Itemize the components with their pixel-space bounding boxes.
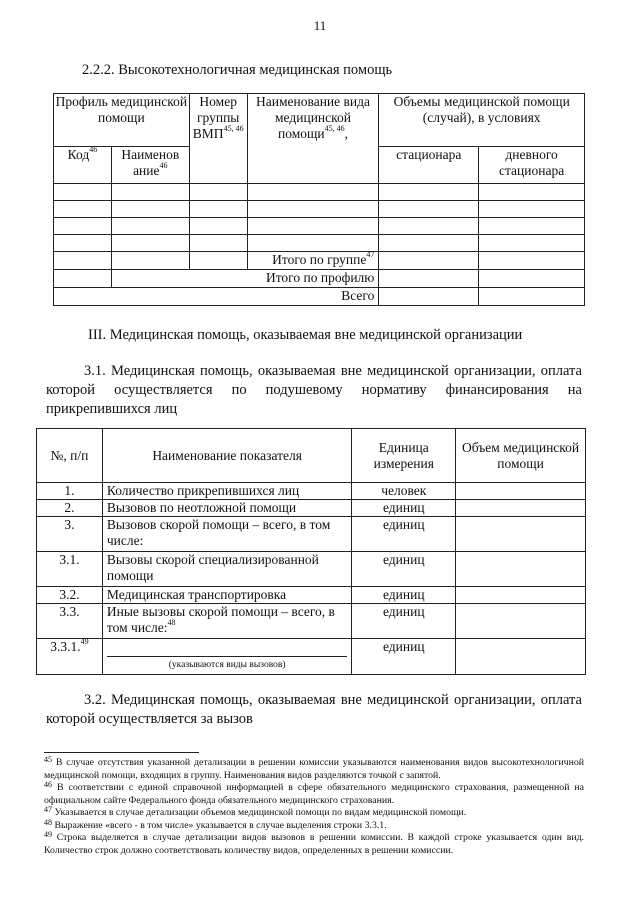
page-number: 11 [313, 18, 327, 33]
call-types-caption: (указываются виды вызовов) [168, 660, 286, 670]
section-2-2-2-title: 2.2.2. Высокотехнологичная медицинская помощь [82, 62, 393, 78]
table-row: 3. Вызовов скорой помощи – всего, в том числе: единиц [37, 517, 586, 552]
total-all-label: Всего [341, 288, 375, 303]
group-number-header: Номер группы ВМП$^{45, 46}$ [189, 94, 247, 184]
table-row: 1. Количество прикрепившихся лиц человек [37, 483, 586, 500]
section-III-title: III. Медицинская помощь, оказываемая вне медицинской организации [88, 327, 523, 343]
footnote: $^{46}$ В соответствии с единой справочной информацией в сфере обязательного медицинского страхования, размещенной на официальном сайте Федерального фонда обязательного медицинского страхования. [44, 780, 584, 806]
day-inpatient-header: дневного стационара [479, 147, 585, 184]
section-3-1-text: 3.1. Медицинская помощь, оказываемая вне медицинской организации, оплата которой осуществляется по подушевому нормативу финансирования на прикрепившихся лиц [46, 363, 582, 417]
table-row [54, 235, 585, 252]
care-kind-name-header: Наименование вида медицинской помощи$^{45, 46}$, [247, 94, 379, 184]
table-row [54, 184, 585, 201]
footnote-separator [44, 752, 199, 753]
volumes-header: Объемы медицинской помощи (случай), в условиях [379, 94, 585, 147]
outpatient-volumes-table [36, 428, 586, 675]
table-row [54, 201, 585, 218]
inpatient-header: стационара [379, 147, 479, 184]
table-row: 3.1. Вызовы скорой специализированной помощи единиц [37, 552, 586, 587]
table-row: 3.2. Медицинская транспортировка единиц [37, 587, 586, 604]
volume-header: Объем медицинской помощи [456, 429, 586, 483]
table-row: 3.3. Иные вызовы скорой помощи – всего, в том числе:$^{48}$ единиц [37, 604, 586, 639]
footnote: $^{49}$ Строка выделяется в случае детализации видов вызовов в решении комиссии. В каждой строке указывается один вид. Количество строк должно соответствовать количеству видов, определенных в решении комиссии. [44, 830, 584, 856]
table-row: 3.3.1.49 (указываются виды вызовов) единиц [37, 639, 586, 675]
code-header: Код$^{46}$ [54, 147, 112, 184]
indicator-header: Наименование показателя [102, 429, 351, 483]
table-row [54, 218, 585, 235]
total-group-label: Итого по группе [272, 252, 367, 267]
footnote: $^{48}$ Выражение «всего - в том числе» указывается в случае выделения строки 3.3.1. [44, 817, 387, 831]
hitech-care-table [53, 93, 585, 306]
table-row: 2. Вызовов по неотложной помощи единиц [37, 500, 586, 517]
footnote: $^{47}$ Указывается в случае детализации объемов медицинской помощи по видам медицинской помощи. [44, 805, 467, 818]
profile-header: Профиль медицинской помощи [54, 94, 190, 147]
total-all-row [54, 288, 585, 306]
footnote: $^{45}$ В случае отсутствия указанной детализации в решении комиссии указываются наименования видов высокотехнологичной медицинской помощи, входящих в группу. Наименования видов разделяются точкой с запятой. [44, 755, 584, 781]
total-profile-row [54, 270, 585, 288]
num-header: №, п/п [37, 429, 103, 483]
footnotes [44, 757, 584, 857]
total-profile-label: Итого по профилю [265, 270, 375, 285]
total-group-row: Итого по группе$^{47}$ [54, 252, 585, 270]
unit-header: Единица измерения [352, 429, 456, 483]
section-3-2-text: 3.2. Медицинская помощь, оказываемая вне медицинской организации, оплата которой осуществляется за вызов [46, 692, 582, 727]
name-header: Наименов ание$^{46}$ [111, 147, 189, 184]
